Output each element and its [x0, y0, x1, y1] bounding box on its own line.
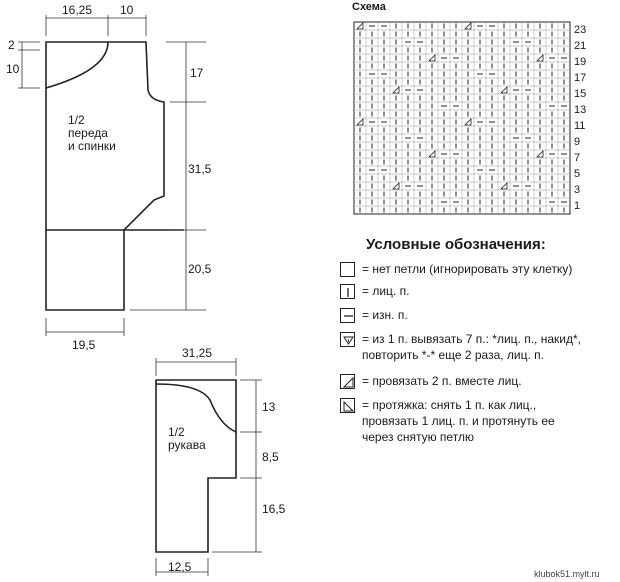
- legend-text-line: = нет петли (игнорировать эту клетку): [362, 262, 573, 276]
- legend-text-line: = протяжка: снять 1 п. как лиц.,: [362, 398, 537, 412]
- dim-side-height: 31,5: [188, 162, 212, 176]
- chart-row-number: 9: [574, 136, 581, 148]
- knitting-chart: [352, 20, 592, 220]
- legend-text-line: = провязать 2 п. вместе лиц.: [362, 374, 522, 388]
- legend-text-line: = лиц. п.: [362, 284, 410, 298]
- legend-item-text: [362, 397, 555, 445]
- chart-row-number: 15: [574, 88, 587, 100]
- chart-row-number: 17: [574, 72, 587, 84]
- dim-left-offset: 2: [8, 38, 15, 52]
- dim-sleeve-bottom-width: 12,5: [168, 560, 192, 574]
- chart-row-number: 19: [574, 56, 587, 68]
- chart-row-number: 11: [574, 120, 586, 132]
- chart-row-number: 3: [574, 184, 581, 196]
- front-back-schematic: [46, 42, 184, 310]
- legend-item-text: [362, 331, 581, 363]
- chart-row-number: 1: [574, 200, 581, 212]
- dim-bottom-width: 19,5: [72, 338, 96, 352]
- empty-cell-icon: [340, 262, 355, 277]
- legend-item-text: [362, 307, 408, 323]
- dim-shoulder-width: 10: [120, 3, 134, 17]
- purl-stitch-icon: [340, 308, 355, 323]
- dim-neck-width: 16,25: [62, 3, 93, 17]
- dim-sleeve-cap-height: 13: [262, 400, 276, 414]
- legend-title: Условные обозначения:: [366, 236, 546, 253]
- chart-row-number: 23: [574, 24, 587, 36]
- dim-sleeve-bottom-height: 16,5: [262, 502, 286, 516]
- sleeve-schematic: [156, 380, 236, 552]
- legend-text-line: = из 1 п. вывязать 7 п.: *лиц. п., накид*,: [362, 332, 581, 346]
- dim-sleeve-middle-height: 8,5: [262, 450, 279, 464]
- legend-text-line: через снятую петлю: [362, 430, 474, 444]
- legend-item-text: [362, 373, 522, 389]
- knit-stitch-icon: [340, 284, 355, 299]
- dim-neck-depth: 10: [6, 62, 20, 76]
- sleeve-dimension-lines: [156, 358, 262, 576]
- chart-row-number: 21: [574, 40, 587, 52]
- sleeve-outline: [156, 380, 236, 552]
- legend-text-line: повторить *-* еще 2 раза, лиц. п.: [362, 348, 545, 362]
- front-piece-label: 1/2 переда и спинки: [68, 113, 116, 153]
- increase-seven-icon: [340, 332, 355, 347]
- legend-text-line: провязать 1 лиц. п. и протянуть ее: [362, 414, 555, 428]
- legend-item-text: [362, 261, 572, 277]
- chart-title: Схема: [352, 1, 386, 13]
- dim-bottom-height: 20,5: [188, 262, 212, 276]
- watermark: klubok51.mylt.ru: [534, 569, 600, 579]
- legend-item-text: [362, 283, 409, 299]
- legend-text-line: = изн. п.: [362, 308, 408, 322]
- chart-row-number: 13: [574, 104, 587, 116]
- chart-row-number: 5: [574, 168, 581, 180]
- dim-sleeve-top-width: 31,25: [182, 346, 213, 360]
- front-back-outline: [46, 42, 164, 310]
- k2tog-icon: [340, 374, 355, 389]
- ssk-icon: [340, 398, 355, 413]
- dim-armhole-height: 17: [190, 66, 204, 80]
- sleeve-piece-label: 1/2 рукава: [168, 425, 206, 452]
- chart-row-number: 7: [574, 152, 581, 164]
